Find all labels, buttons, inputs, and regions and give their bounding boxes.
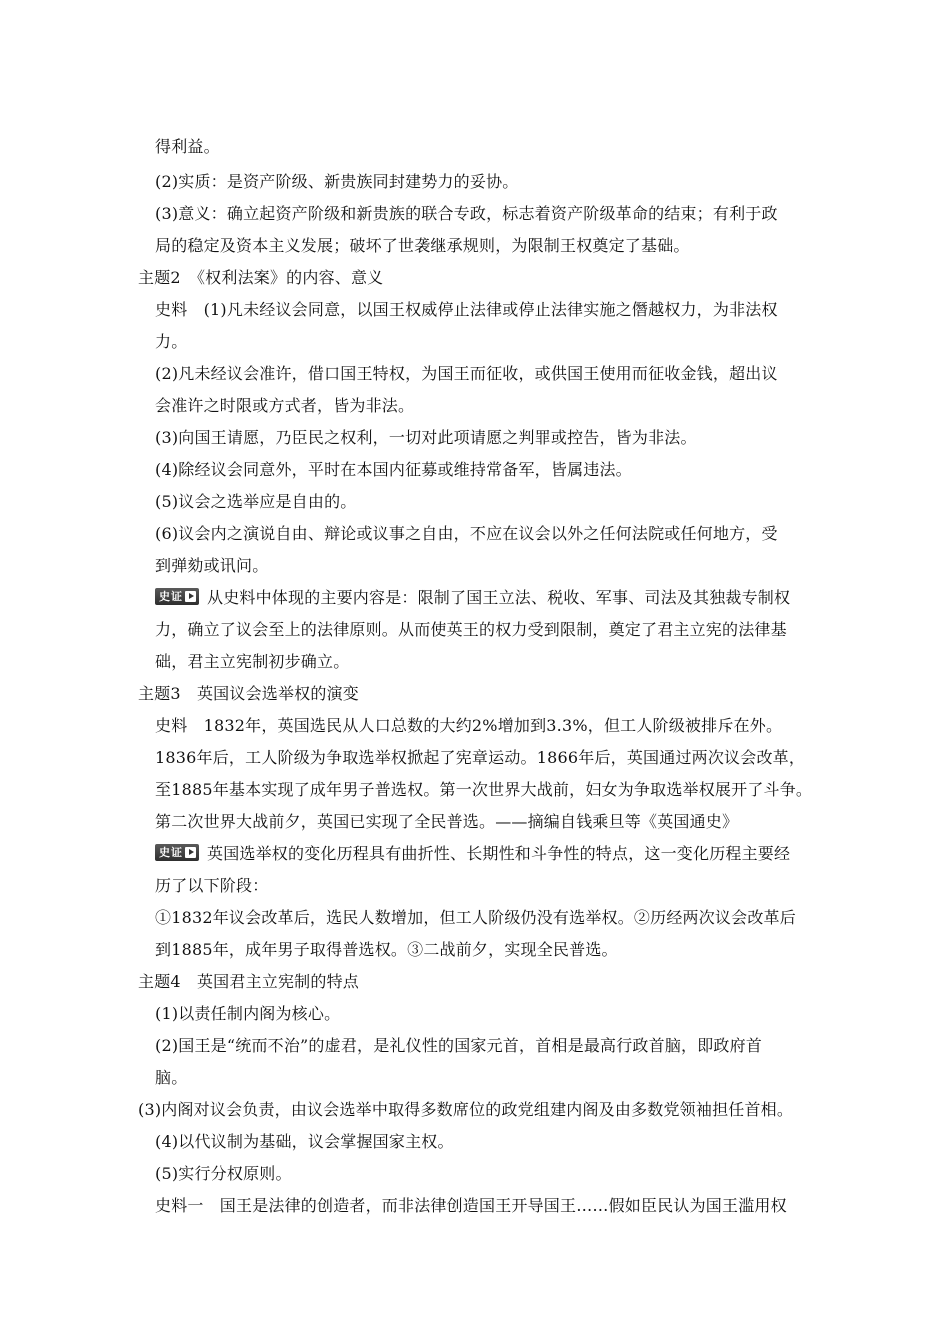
text-line: (1)以责任制内阁为核心。 — [155, 1004, 341, 1023]
text-line: 历了以下阶段： — [155, 876, 269, 895]
text-line: (2)凡未经议会准许，借口国王特权，为国王而征收，或供国王使用而征收金钱，超出议 — [155, 364, 778, 383]
text-line: 史证 从史料中体现的主要内容是：限制了国王立法、税收、军事、司法及其独裁专制权 — [155, 587, 790, 609]
shizheng-badge — [155, 844, 199, 861]
text-line: (3)意义：确立起资产阶级和新贵族的联合专政，标志着资产阶级革命的结束；有利于政 — [155, 204, 778, 223]
text-line: (5)实行分权原则。 — [155, 1164, 292, 1183]
text-line: 至1885年基本实现了成年男子普选权。第一次世界大战前，妇女为争取选举权展开了斗争。 — [155, 780, 813, 799]
text-line: 第二次世界大战前夕，英国已实现了全民普选。——摘编自钱乘旦等《英国通史》 — [155, 812, 739, 831]
text-line: 到1885年，成年男子取得普选权。③二战前夕，实现全民普选。 — [155, 940, 618, 959]
section-heading: 主题3 英国议会选举权的演变 — [138, 684, 359, 703]
text-line: 到弹劾或讯问。 — [155, 556, 269, 575]
section-heading: 主题4 英国君主立宪制的特点 — [138, 972, 359, 991]
text-line: (2)实质：是资产阶级、新贵族同封建势力的妥协。 — [155, 172, 519, 191]
shizheng-badge — [155, 588, 199, 605]
text-line: 脑。 — [155, 1068, 188, 1087]
text-line: 局的稳定及资本主义发展；破坏了世袭继承规则，为限制王权奠定了基础。 — [155, 236, 690, 255]
text-line: (4)以代议制为基础，议会掌握国家主权。 — [155, 1132, 454, 1151]
text-line: (3)向国王请愿，乃臣民之权利，一切对此项请愿之判罪或控告，皆为非法。 — [155, 428, 697, 447]
text-line: 力。 — [155, 332, 188, 351]
badge-label: 史证 — [159, 846, 183, 859]
text-line: 力，确立了议会至上的法律原则。从而使英王的权力受到限制，奠定了君主立宪的法律基 — [155, 620, 787, 639]
text-line: 史料 1832年，英国选民从人口总数的大约2%增加到3.3%，但工人阶级被排斥在外。 — [155, 716, 783, 735]
text-line: (5)议会之选举应是自由的。 — [155, 492, 357, 511]
text-line: ①1832年议会改革后，选民人数增加，但工人阶级仍没有选举权。②历经两次议会改革后 — [155, 908, 796, 927]
arrow-right-icon — [185, 591, 196, 602]
text-line: 会准许之时限或方式者，皆为非法。 — [155, 396, 415, 415]
badge-label: 史证 — [159, 590, 183, 603]
text-line: 史料一 国王是法律的创造者，而非法律创造国王开导国王……假如臣民认为国王滥用权 — [155, 1196, 787, 1215]
text-line: 史证 英国选举权的变化历程具有曲折性、长期性和斗争性的特点，这一变化历程主要经 — [155, 843, 790, 865]
text-line: 础，君主立宪制初步确立。 — [155, 652, 350, 671]
text-line: (4)除经议会同意外，平时在本国内征募或维持常备军，皆属违法。 — [155, 460, 632, 479]
text-line: (2)国王是“统而不治”的虚君，是礼仪性的国家元首，首相是最高行政首脑，即政府首 — [155, 1036, 763, 1055]
text-line: 1836年后，工人阶级为争取选举权掀起了宪章运动。1866年后，英国通过两次议会改革， — [155, 748, 806, 767]
text-line: (6)议会内之演说自由、辩论或议事之自由，不应在议会以外之任何法院或任何地方，受 — [155, 524, 778, 543]
text-line: 得利益。 — [155, 137, 220, 156]
text-line: 史料 (1)凡未经议会同意，以国王权威停止法律或停止法律实施之僭越权力，为非法权 — [155, 300, 778, 319]
section-heading: 主题2 《权利法案》的内容、意义 — [138, 268, 384, 287]
arrow-right-icon — [185, 847, 196, 858]
text-line: (3)内阁对议会负责，由议会选举中取得多数席位的政党组建内阁及由多数党领袖担任首相。 — [138, 1100, 794, 1119]
